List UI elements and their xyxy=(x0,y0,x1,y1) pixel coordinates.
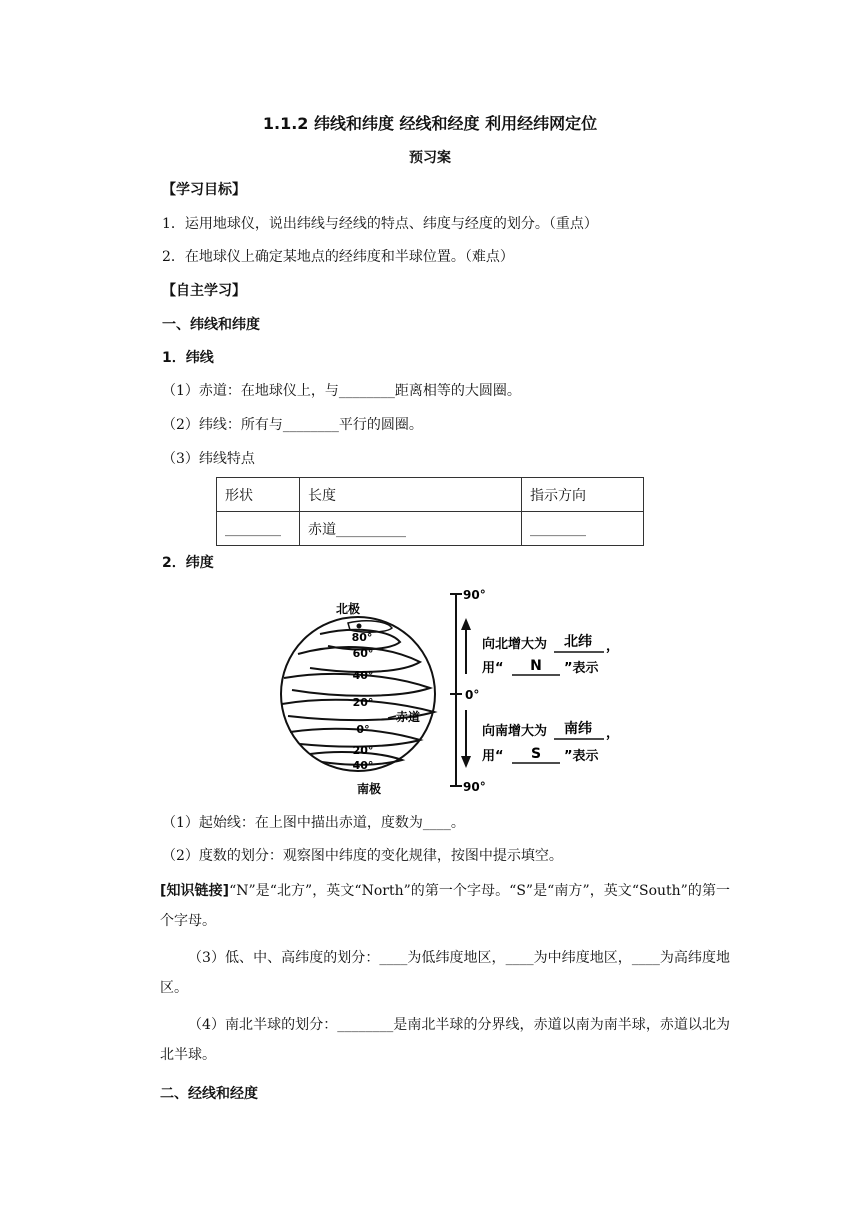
goal-item-2: 2．在地球仪上确定某地点的经纬度和半球位置。（难点） xyxy=(162,249,514,265)
table-header-cell: 指示方向 xyxy=(522,478,644,512)
knowledge-link-text: “N”是“北方”，英文“North”的第一个字母。“S”是“南方”，英文“South”的第一个字母。 xyxy=(160,883,731,929)
table-header-cell: 长度 xyxy=(300,478,522,512)
lat-label-20n: 20° xyxy=(352,696,374,709)
item-features: （3）纬线特点 xyxy=(162,451,255,467)
north-text-2a: 用“ xyxy=(482,661,504,676)
scale-label-top: 90° xyxy=(463,588,486,602)
equator-label: 赤道 xyxy=(395,710,421,724)
section2-heading: 二、经线和经度 xyxy=(160,1086,258,1102)
sub1-heading: 1．纬线 xyxy=(162,350,214,366)
features-table xyxy=(216,477,644,546)
page-subtitle: 预习案 xyxy=(409,150,451,166)
south-arrow-head xyxy=(461,756,471,768)
lat-label-80: 80° xyxy=(351,631,373,644)
north-pole-label: 北极 xyxy=(335,602,361,616)
lat-label-60: 60° xyxy=(352,647,374,660)
goal-item-1: 1．运用地球仪，说出纬线与经线的特点、纬度与经度的划分。（重点） xyxy=(162,216,598,232)
page-title: 1.1.2 纬线和纬度 经线和经度 利用经纬网定位 xyxy=(262,114,598,133)
section1-heading: 一、纬线和纬度 xyxy=(162,317,260,333)
south-text-2a: 用“ xyxy=(482,749,504,764)
north-pole-dot xyxy=(357,624,362,629)
knowledge-link-label: [知识链接] xyxy=(160,883,230,899)
north-comma: ， xyxy=(606,639,620,654)
lat-label-0: 0° xyxy=(356,723,370,736)
south-fill-2: S xyxy=(530,746,542,762)
question-4: （4）南北半球的划分：________是南北半球的分界线，赤道以南为南半球，赤道以北为北半球。 xyxy=(160,1017,730,1063)
lat-label-40: 40° xyxy=(352,669,374,682)
north-text-2b: ”表示 xyxy=(564,661,599,676)
table-header-row xyxy=(217,478,644,512)
goals-heading: 【学习目标】 xyxy=(162,182,246,198)
knowledge-link xyxy=(160,876,730,936)
table-cell-shape[interactable]: ________ xyxy=(217,512,300,546)
north-arrow-head xyxy=(461,618,471,630)
lat-label-40s: 40° xyxy=(352,759,374,772)
table-header-cell: 形状 xyxy=(217,478,300,512)
latitude-diagram xyxy=(270,582,650,800)
item-latitude-line: （2）纬线：所有与________平行的圆圈。 xyxy=(162,417,423,433)
question-2: （2）度数的划分：观察图中纬度的变化规律，按图中提示填空。 xyxy=(162,848,563,864)
question-1: （1）起始线：在上图中描出赤道，度数为____。 xyxy=(162,815,465,831)
south-comma: ， xyxy=(606,726,620,741)
lat-label-20s: 20° xyxy=(352,744,374,757)
south-pole-label: 南极 xyxy=(356,782,382,796)
sub2-heading: 2．纬度 xyxy=(162,555,214,571)
question-3: （3）低、中、高纬度的划分：____为低纬度地区，____为中纬度地区，____为高纬度地区。 xyxy=(160,950,730,996)
table-cell-length[interactable]: 赤道__________ xyxy=(300,512,522,546)
scale-label-mid: 0° xyxy=(465,688,480,702)
scale-label-bottom: 90° xyxy=(463,780,486,794)
table-cell-direction[interactable]: ________ xyxy=(522,512,644,546)
table-row xyxy=(217,512,644,546)
south-text-2b: ”表示 xyxy=(564,749,599,764)
north-fill-1: 北纬 xyxy=(564,634,592,650)
north-fill-2: N xyxy=(530,658,542,674)
south-fill-1: 南纬 xyxy=(564,721,592,737)
item-equator: （1）赤道：在地球仪上，与________距离相等的大圆圈。 xyxy=(162,383,521,399)
south-text-1: 向南增大为 xyxy=(482,724,548,739)
self-study-heading: 【自主学习】 xyxy=(162,283,246,299)
north-text-1: 向北增大为 xyxy=(482,637,548,652)
